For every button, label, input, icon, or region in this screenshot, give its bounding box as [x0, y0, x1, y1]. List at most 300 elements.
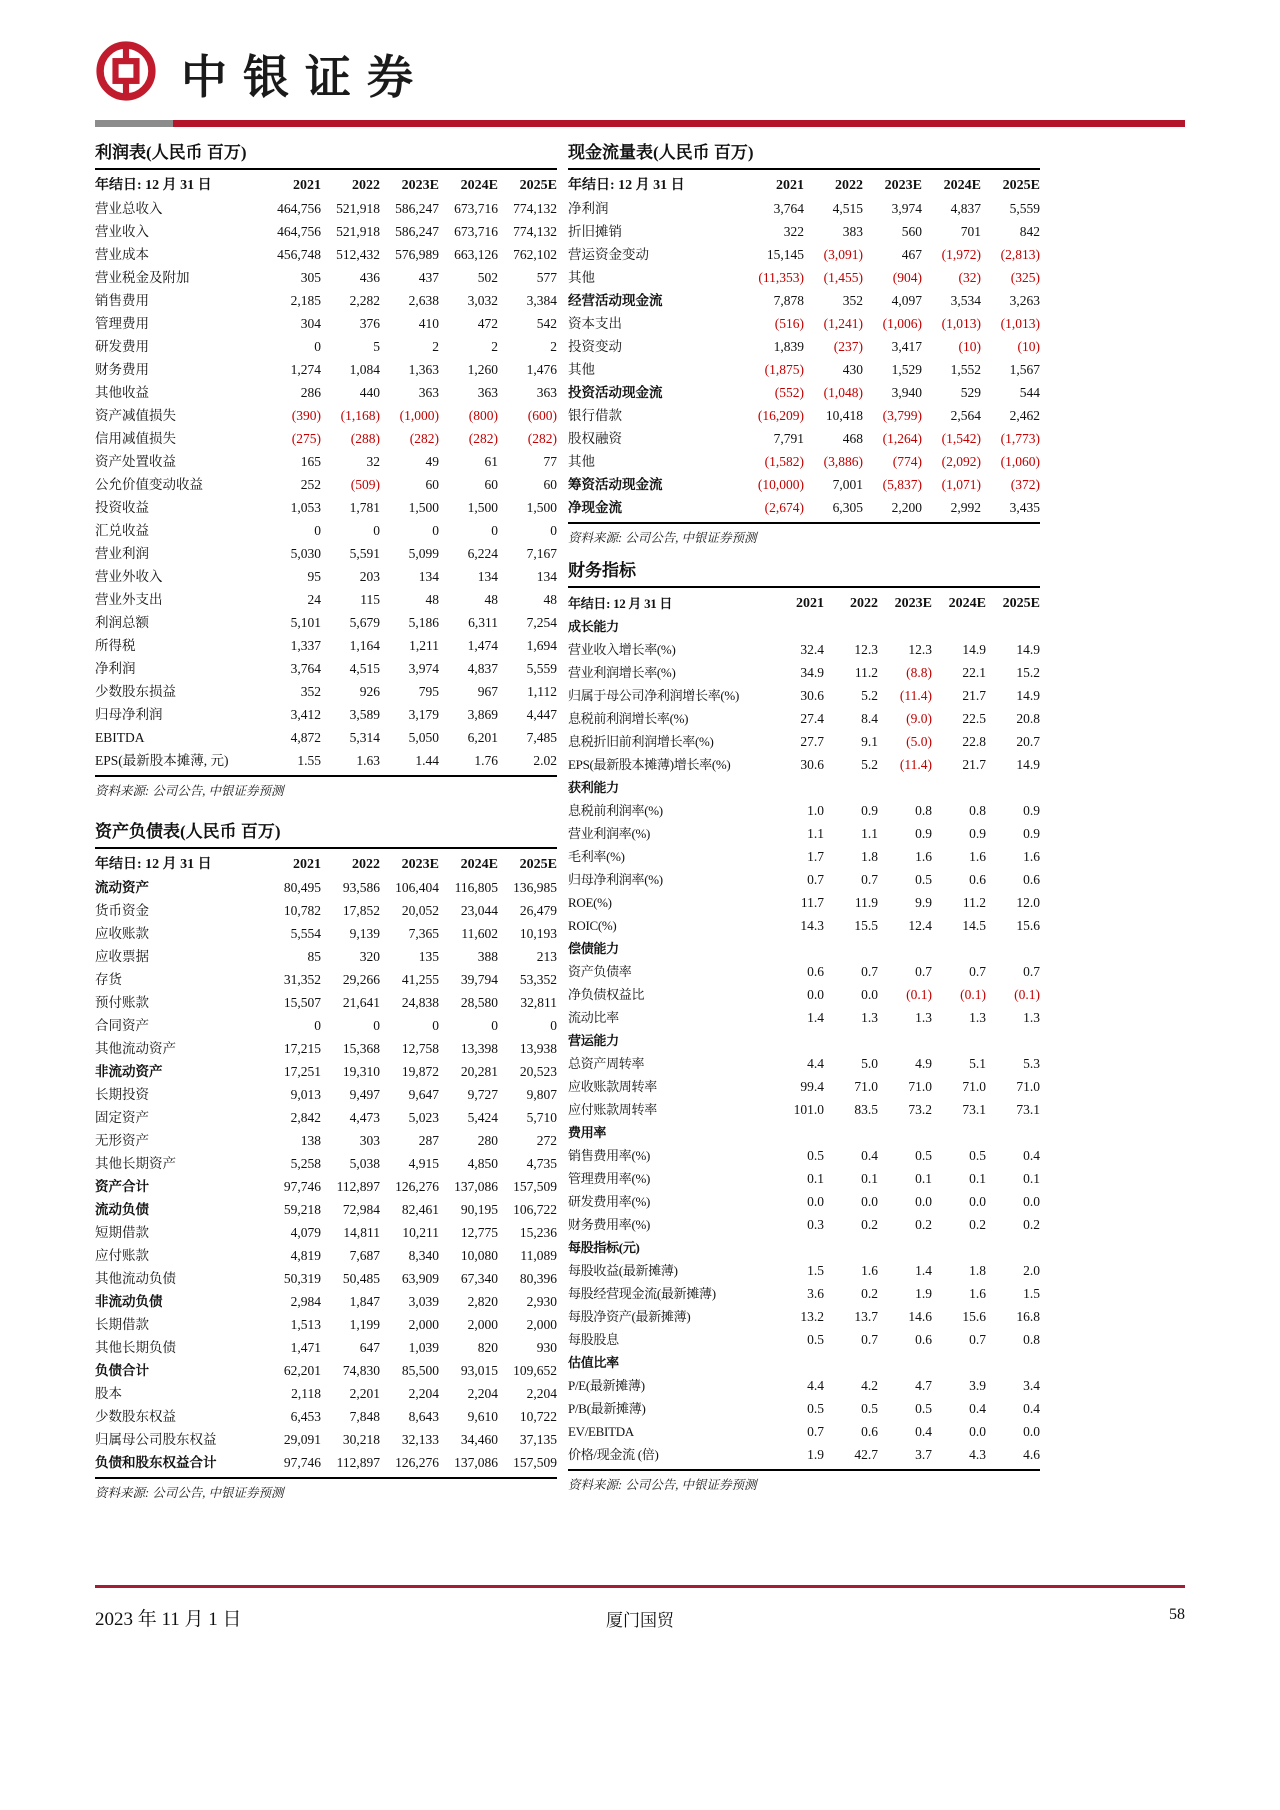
cell-value: 6,311: [468, 615, 498, 630]
table-row: [95, 680, 557, 703]
row-label: 净利润: [568, 201, 609, 216]
header-col: 2024E: [460, 857, 498, 872]
cell-value: 842: [1019, 224, 1040, 239]
cell-value: (1,972): [941, 247, 981, 262]
cell-value: 252: [300, 477, 321, 492]
cell-value: 21,641: [342, 995, 380, 1010]
cell-value: 4.4: [807, 1056, 824, 1071]
cell-value: [824, 1121, 878, 1144]
cell-value: 762,102: [513, 247, 557, 262]
cell-value: 0.8: [915, 803, 932, 818]
cell-value: 29,266: [342, 972, 380, 987]
cell-value: 1,500: [467, 500, 498, 515]
cell-value: 48: [484, 592, 498, 607]
row-label: 投资活动现金流: [568, 385, 663, 400]
row-label: 获利能力: [568, 780, 619, 795]
row-label: 归属母公司股东权益: [95, 1432, 217, 1447]
cell-value: 62,201: [283, 1363, 321, 1378]
cell-value: (325): [1010, 270, 1040, 285]
cell-value: 71.0: [962, 1079, 986, 1094]
cell-value: 3.4: [1023, 1378, 1040, 1393]
cell-value: 4,447: [526, 707, 557, 722]
cell-value: 22.8: [962, 734, 986, 749]
cell-value: 15.2: [1016, 665, 1040, 680]
cell-value: 0.1: [915, 1171, 932, 1186]
row-label: 其他收益: [95, 385, 149, 400]
left-column: [95, 142, 557, 1501]
cell-value: 9,727: [467, 1087, 498, 1102]
cell-value: 11.9: [854, 895, 878, 910]
header-col: 2021: [293, 857, 321, 872]
row-label: 利润总额: [95, 615, 149, 630]
cell-value: 0.9: [1023, 803, 1040, 818]
table-row: [95, 1152, 557, 1175]
cell-value: (10): [958, 339, 981, 354]
cell-value: 320: [359, 949, 380, 964]
cell-value: 203: [359, 569, 380, 584]
cell-value: 0.7: [915, 964, 932, 979]
table-row: [568, 684, 1040, 707]
cell-value: 3,039: [408, 1294, 439, 1309]
cell-value: 3,974: [408, 661, 439, 676]
cell-value: 10,722: [519, 1409, 557, 1424]
cell-value: 0.8: [1023, 1332, 1040, 1347]
cell-value: 14.6: [908, 1309, 932, 1324]
cell-value: (1,264): [882, 431, 922, 446]
table-row: [568, 937, 1040, 960]
row-label: 息税折旧前利润增长率(%): [568, 734, 714, 749]
brand-name: 中银证券: [181, 51, 429, 103]
row-label: 营业利润率(%): [568, 826, 651, 841]
cell-value: (3,799): [882, 408, 922, 423]
cell-value: 926: [359, 684, 380, 699]
table-row: [95, 1359, 557, 1382]
cell-value: 673,716: [454, 201, 498, 216]
cell-value: 5.1: [969, 1056, 986, 1071]
table-row: [95, 519, 557, 542]
cell-value: 2,204: [408, 1386, 439, 1401]
cell-value: [986, 1029, 1040, 1052]
cell-value: [770, 1351, 824, 1374]
row-label: EV/EBITDA: [568, 1424, 634, 1439]
cell-value: 7,167: [526, 546, 557, 561]
header-col: 2024E: [943, 178, 981, 193]
financial-indicators-title: 财务指标: [568, 560, 1040, 588]
row-label: 货币资金: [95, 903, 149, 918]
cell-value: 10,418: [825, 408, 863, 423]
cell-value: 3,435: [1009, 500, 1040, 515]
row-label: 资产合计: [95, 1179, 149, 1194]
cell-value: 363: [536, 385, 557, 400]
row-label: 其他长期负债: [95, 1340, 176, 1355]
cell-value: 3,384: [526, 293, 557, 308]
row-label: 存货: [95, 972, 122, 987]
cell-value: 157,509: [513, 1179, 557, 1194]
cell-value: (0.1): [906, 987, 932, 1002]
header-label: 年结日: 12 月 31 日: [568, 596, 673, 611]
row-label: 流动负债: [95, 1202, 149, 1217]
cell-value: 11,089: [520, 1248, 557, 1263]
cell-value: 95: [307, 569, 321, 584]
row-label: EBITDA: [95, 730, 145, 745]
cell-value: 24: [307, 592, 321, 607]
row-label: 股权融资: [568, 431, 622, 446]
cell-value: 521,918: [336, 224, 380, 239]
cell-value: (904): [892, 270, 922, 285]
financial-indicators-table: [568, 588, 1040, 1471]
table-row: [568, 358, 1040, 381]
cell-value: 0.4: [861, 1148, 878, 1163]
cell-value: 0.0: [969, 1194, 986, 1209]
header-label: 年结日: 12 月 31 日: [568, 178, 685, 193]
cell-value: (1,542): [941, 431, 981, 446]
row-label: 销售费用: [95, 293, 149, 308]
cell-value: 21.7: [962, 688, 986, 703]
row-label: 信用减值损失: [95, 431, 176, 446]
cell-value: 0: [491, 1018, 498, 1033]
cell-value: (32): [958, 270, 981, 285]
cell-value: 23,044: [460, 903, 498, 918]
table-row: [568, 1443, 1040, 1466]
cell-value: 5,554: [290, 926, 321, 941]
cell-value: 20,281: [460, 1064, 498, 1079]
cell-value: 15.6: [1016, 918, 1040, 933]
cell-value: 0.0: [861, 987, 878, 1002]
table-row: [95, 726, 557, 749]
cell-value: 135: [418, 949, 439, 964]
table-row: [568, 1305, 1040, 1328]
cell-value: 502: [477, 270, 498, 285]
cell-value: 2,204: [467, 1386, 498, 1401]
table-row: [568, 427, 1040, 450]
header-rule: [95, 120, 1185, 127]
cell-value: 0.0: [1023, 1424, 1040, 1439]
cell-value: (282): [468, 431, 498, 446]
cell-value: 2,984: [290, 1294, 321, 1309]
cell-value: 0.2: [1023, 1217, 1040, 1232]
cell-value: 4,515: [832, 201, 863, 216]
cell-value: (282): [409, 431, 439, 446]
cell-value: 15,507: [283, 995, 321, 1010]
cell-value: 774,132: [513, 224, 557, 239]
cell-value: 72,984: [342, 1202, 380, 1217]
cell-value: 352: [300, 684, 321, 699]
cell-value: (1,455): [823, 270, 863, 285]
cell-value: (1,060): [1000, 454, 1040, 469]
cell-value: 12.3: [908, 642, 932, 657]
cell-value: 5,258: [290, 1156, 321, 1171]
table-row: [95, 1267, 557, 1290]
cell-value: 0.5: [807, 1332, 824, 1347]
cell-value: (237): [833, 339, 863, 354]
row-label: 息税前利润增长率(%): [568, 711, 689, 726]
table-row: [95, 1405, 557, 1428]
cell-value: 2,201: [349, 1386, 380, 1401]
cell-value: 1,474: [467, 638, 498, 653]
cell-value: (1,071): [941, 477, 981, 492]
cell-value: 0.6: [1023, 872, 1040, 887]
cell-value: 7,001: [832, 477, 863, 492]
cell-value: 20.7: [1016, 734, 1040, 749]
cell-value: 5,101: [290, 615, 321, 630]
cell-value: 97,746: [283, 1179, 321, 1194]
cell-value: 464,756: [277, 224, 321, 239]
cell-value: 4,837: [950, 201, 981, 216]
cell-value: 136,985: [513, 880, 557, 895]
cell-value: 12.4: [908, 918, 932, 933]
cell-value: 7,485: [526, 730, 557, 745]
row-label: 流动资产: [95, 880, 149, 895]
table-row: [568, 1282, 1040, 1305]
cell-value: 1.5: [807, 1263, 824, 1278]
cell-value: 27.7: [800, 734, 824, 749]
header-col: 2024E: [948, 596, 986, 611]
cell-value: (16,209): [757, 408, 804, 423]
income-statement-table: [95, 170, 557, 777]
row-label: 息税前利润率(%): [568, 803, 663, 818]
footer-rule: [95, 1585, 1185, 1588]
cell-value: 10,080: [460, 1248, 498, 1263]
cell-value: 2,842: [290, 1110, 321, 1125]
cell-value: 7,254: [526, 615, 557, 630]
cell-value: 1,211: [409, 638, 439, 653]
cell-value: 0.7: [1023, 964, 1040, 979]
cell-value: 576,989: [395, 247, 439, 262]
cell-value: 13,398: [460, 1041, 498, 1056]
table-header-row: [95, 849, 557, 876]
cell-value: 6,224: [467, 546, 498, 561]
cell-value: 1,529: [891, 362, 922, 377]
table-row: [95, 1198, 557, 1221]
cell-value: 1.3: [861, 1010, 878, 1025]
cell-value: [932, 776, 986, 799]
cell-value: (2,813): [1000, 247, 1040, 262]
cell-value: 363: [477, 385, 498, 400]
cell-value: 17,251: [283, 1064, 321, 1079]
cell-value: 0.7: [861, 872, 878, 887]
cell-value: 2,000: [467, 1317, 498, 1332]
table-row: [568, 1213, 1040, 1236]
cell-value: 5,591: [349, 546, 380, 561]
header-col: 2025E: [1002, 596, 1040, 611]
cell-value: 4,872: [290, 730, 321, 745]
cell-value: 2,930: [526, 1294, 557, 1309]
cell-value: 8,340: [408, 1248, 439, 1263]
cell-value: (2,674): [764, 500, 804, 515]
cell-value: 0.7: [807, 872, 824, 887]
cell-value: [986, 1351, 1040, 1374]
cell-value: 34,460: [460, 1432, 498, 1447]
cell-value: 1,839: [773, 339, 804, 354]
table-row: [95, 1129, 557, 1152]
cell-value: 4,837: [467, 661, 498, 676]
row-label: 营运能力: [568, 1033, 619, 1048]
cell-value: 48: [543, 592, 557, 607]
cell-value: (10,000): [757, 477, 804, 492]
cell-value: (1,048): [823, 385, 863, 400]
table-row: [95, 1106, 557, 1129]
cell-value: 17,852: [342, 903, 380, 918]
cell-value: 13.2: [800, 1309, 824, 1324]
cell-value: 7,848: [349, 1409, 380, 1424]
table-row: [95, 358, 557, 381]
cell-value: 15.6: [962, 1309, 986, 1324]
cell-value: [770, 615, 824, 638]
cell-value: 50,485: [342, 1271, 380, 1286]
cell-value: 71.0: [908, 1079, 932, 1094]
cell-value: 15,236: [519, 1225, 557, 1240]
cell-value: 0.6: [915, 1332, 932, 1347]
cell-value: (509): [350, 477, 380, 492]
row-label: 资产减值损失: [95, 408, 176, 423]
cell-value: 11,602: [461, 926, 498, 941]
cell-value: 14,811: [343, 1225, 380, 1240]
cell-value: 1,337: [290, 638, 321, 653]
cell-value: (0.1): [1014, 987, 1040, 1002]
cell-value: [932, 1121, 986, 1144]
cell-value: 14.9: [1016, 688, 1040, 703]
cell-value: (11,353): [758, 270, 804, 285]
row-label: 资产处置收益: [95, 454, 176, 469]
cell-value: [770, 937, 824, 960]
cell-value: 1,199: [349, 1317, 380, 1332]
cell-value: 1.9: [807, 1447, 824, 1462]
cell-value: [932, 1029, 986, 1052]
cell-value: [824, 1029, 878, 1052]
cashflow-section: [568, 142, 1040, 546]
table-row: [568, 1029, 1040, 1052]
cell-value: 16.8: [1016, 1309, 1040, 1324]
cell-value: 577: [536, 270, 557, 285]
row-label: 费用率: [568, 1125, 607, 1140]
cell-value: 83.5: [854, 1102, 878, 1117]
cell-value: 106,404: [395, 880, 439, 895]
table-row: [95, 1175, 557, 1198]
cell-value: (1,013): [941, 316, 981, 331]
table-row: [568, 197, 1040, 220]
cell-value: 3,589: [349, 707, 380, 722]
cell-value: 12.3: [854, 642, 878, 657]
cell-value: (1,241): [823, 316, 863, 331]
row-label: 资产负债率: [568, 964, 632, 979]
header-col: 2021: [293, 178, 321, 193]
row-label: 每股经营现金流(最新摊薄): [568, 1286, 716, 1301]
cell-value: (1,168): [340, 408, 380, 423]
table-row: [568, 1075, 1040, 1098]
table-row: [95, 542, 557, 565]
table-row: [95, 1244, 557, 1267]
row-label: 其他: [568, 362, 595, 377]
cell-value: 85: [307, 949, 321, 964]
cell-value: 7,687: [349, 1248, 380, 1263]
cell-value: 774,132: [513, 201, 557, 216]
table-row: [95, 703, 557, 726]
row-label: 负债合计: [95, 1363, 149, 1378]
cell-value: 5.3: [1023, 1056, 1040, 1071]
cell-value: 14.9: [1016, 642, 1040, 657]
table-row: [568, 243, 1040, 266]
row-label: EPS(最新股本摊薄, 元): [95, 753, 229, 768]
cell-value: 0.2: [969, 1217, 986, 1232]
table-row: [95, 991, 557, 1014]
table-row: [95, 289, 557, 312]
cell-value: 0.5: [807, 1148, 824, 1163]
income-statement-section: [95, 142, 557, 799]
row-label: 应收账款周转率: [568, 1079, 657, 1094]
cell-value: 2,564: [950, 408, 981, 423]
cell-value: 376: [359, 316, 380, 331]
cell-value: 1,500: [408, 500, 439, 515]
cell-value: 521,918: [336, 201, 380, 216]
row-label: 合同资产: [95, 1018, 149, 1033]
cell-value: 795: [418, 684, 439, 699]
cell-value: 967: [477, 684, 498, 699]
table-row: [568, 335, 1040, 358]
table-row: [568, 845, 1040, 868]
cell-value: (1,582): [764, 454, 804, 469]
cell-value: 8,643: [408, 1409, 439, 1424]
cell-value: 5,679: [349, 615, 380, 630]
cell-value: 410: [418, 316, 439, 331]
cell-value: (372): [1010, 477, 1040, 492]
cell-value: 0.1: [861, 1171, 878, 1186]
cell-value: (11.4): [899, 688, 932, 703]
cell-value: 1.63: [356, 753, 380, 768]
cell-value: 7,365: [408, 926, 439, 941]
cell-value: 0.4: [1023, 1148, 1040, 1163]
cell-value: 5,710: [526, 1110, 557, 1125]
cell-value: 2,200: [891, 500, 922, 515]
row-label: 财务费用率(%): [568, 1217, 651, 1232]
row-label: 其他流动资产: [95, 1041, 176, 1056]
cell-value: 3,869: [467, 707, 498, 722]
table-row: [95, 335, 557, 358]
brand-header: [95, 34, 429, 113]
cell-value: (1,013): [1000, 316, 1040, 331]
cell-value: 97,746: [283, 1455, 321, 1470]
table-row: [568, 1259, 1040, 1282]
boc-logo-icon: [95, 34, 157, 113]
cell-value: 134: [536, 569, 557, 584]
table-row: [95, 1290, 557, 1313]
row-label: ROE(%): [568, 895, 612, 910]
cell-value: 1,274: [290, 362, 321, 377]
cell-value: 1,112: [527, 684, 557, 699]
cell-value: 1,552: [950, 362, 981, 377]
row-label: 净利润: [95, 661, 136, 676]
cell-value: (288): [350, 431, 380, 446]
cell-value: (1,006): [882, 316, 922, 331]
cell-value: 50,319: [283, 1271, 321, 1286]
cell-value: 5,030: [290, 546, 321, 561]
table-header-row: [568, 170, 1040, 197]
cell-value: 0.0: [807, 1194, 824, 1209]
cell-value: 0.4: [915, 1424, 932, 1439]
cell-value: 0: [550, 1018, 557, 1033]
row-label: 毛利率(%): [568, 849, 625, 864]
cell-value: 1.6: [969, 849, 986, 864]
cell-value: [770, 1236, 824, 1259]
cell-value: 586,247: [395, 201, 439, 216]
table-row: [568, 960, 1040, 983]
table-row: [95, 1037, 557, 1060]
row-label: 资本支出: [568, 316, 622, 331]
cell-value: 73.1: [962, 1102, 986, 1117]
cell-value: 0.6: [807, 964, 824, 979]
cell-value: 0: [373, 523, 380, 538]
cell-value: [824, 1236, 878, 1259]
cell-value: 2,000: [408, 1317, 439, 1332]
